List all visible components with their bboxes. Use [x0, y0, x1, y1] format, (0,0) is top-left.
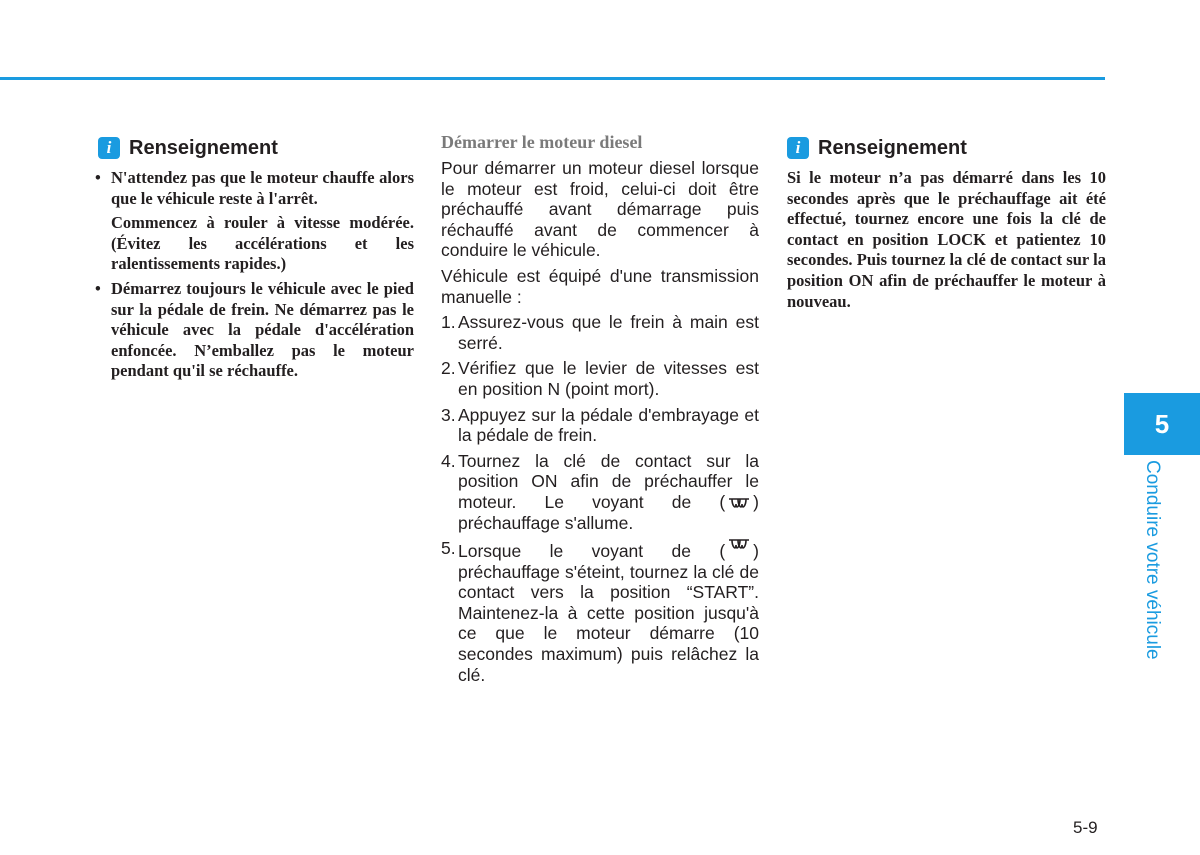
left-info-box	[94, 130, 414, 386]
step-number: 4.	[441, 450, 456, 471]
right-info-box	[787, 130, 1106, 312]
bullet-marker: •	[95, 168, 101, 187]
info-paragraph: Si le moteur n’a pas démarré dans les 10 secondes après que le préchauffage ait été effectué, tournez encore une fois la clé de contact en position LOCK et patientez 10 secondes. Puis tournez la clé de contact sur la position ON afin de préchauffer le moteur à nouveau.	[787, 168, 1106, 311]
info-heading	[98, 130, 414, 166]
step-number: 2.	[441, 358, 456, 379]
transmission-paragraph: Véhicule est équipé d'une transmission manuelle :	[441, 265, 759, 307]
step-item	[441, 358, 759, 399]
bullet-item	[94, 279, 414, 382]
step-text: Assurez-vous que le frein à main est serré.	[458, 312, 759, 353]
step-item	[441, 312, 759, 353]
glow-plug-icon	[725, 494, 753, 512]
info-heading	[787, 130, 1106, 166]
step-item	[441, 405, 759, 446]
chapter-label: Conduire votre véhicule	[1142, 460, 1163, 660]
info-title: Renseignement	[818, 136, 967, 159]
step-item	[441, 451, 759, 533]
step-text-before: Tournez la clé de contact sur la position ON afin de préchauffer le moteur. Le voyant de (	[458, 450, 759, 512]
step-item	[441, 538, 759, 685]
step-number: 5.	[441, 538, 456, 559]
step-text-before: Lorsque le voyant de (	[458, 541, 726, 562]
glow-plug-icon	[725, 538, 753, 556]
info-title: Renseignement	[129, 136, 278, 159]
page-number: 5-9	[1073, 818, 1098, 837]
bullet-paragraph: N'attendez pas que le moteur chauffe alors que le véhicule reste à l'arrêt.	[111, 168, 414, 208]
intro-paragraph: Pour démarrer un moteur diesel lorsque le moteur est froid, celui-ci doit être préchauffé avant démarrage puis réchauffé avant de commencer à conduire le véhicule.	[441, 158, 759, 261]
header-rule	[0, 77, 1105, 80]
diesel-start-section	[441, 130, 759, 690]
bullet-paragraph: Commencez à rouler à vitesse modérée. (Évitez les accélérations et les ralentissements rapides.)	[111, 213, 414, 274]
step-number: 3.	[441, 404, 456, 425]
info-icon: i	[98, 137, 120, 159]
bullet-paragraph: Démarrez toujours le véhicule avec le pied sur la pédale de frein. Ne démarrez pas le véhicule avec la pédale d'accélération enfoncée. N’emballez pas le moteur pendant qu'il se réchauffe.	[111, 278, 414, 381]
chapter-number-tab: 5	[1124, 393, 1200, 455]
step-text-after: ) préchauffage s'éteint, tournez la clé de contact vers la position “START”. Maintenez-la à cette position jusqu'à ce que le moteur démarre (10 secondes maximum) puis relâchez la clé.	[458, 541, 759, 685]
step-text-after: ) préchauffage s'allume.	[458, 491, 759, 533]
bullet-marker: •	[95, 278, 101, 298]
step-number: 1.	[441, 312, 456, 333]
bullet-item	[94, 168, 414, 275]
section-title: Démarrer le moteur diesel	[441, 132, 643, 152]
info-icon: i	[787, 137, 809, 159]
step-text: Appuyez sur la pédale d'embrayage et la pédale de frein.	[458, 404, 759, 446]
step-text: Vérifiez que le levier de vitesses est en position N (point mort).	[458, 358, 759, 399]
